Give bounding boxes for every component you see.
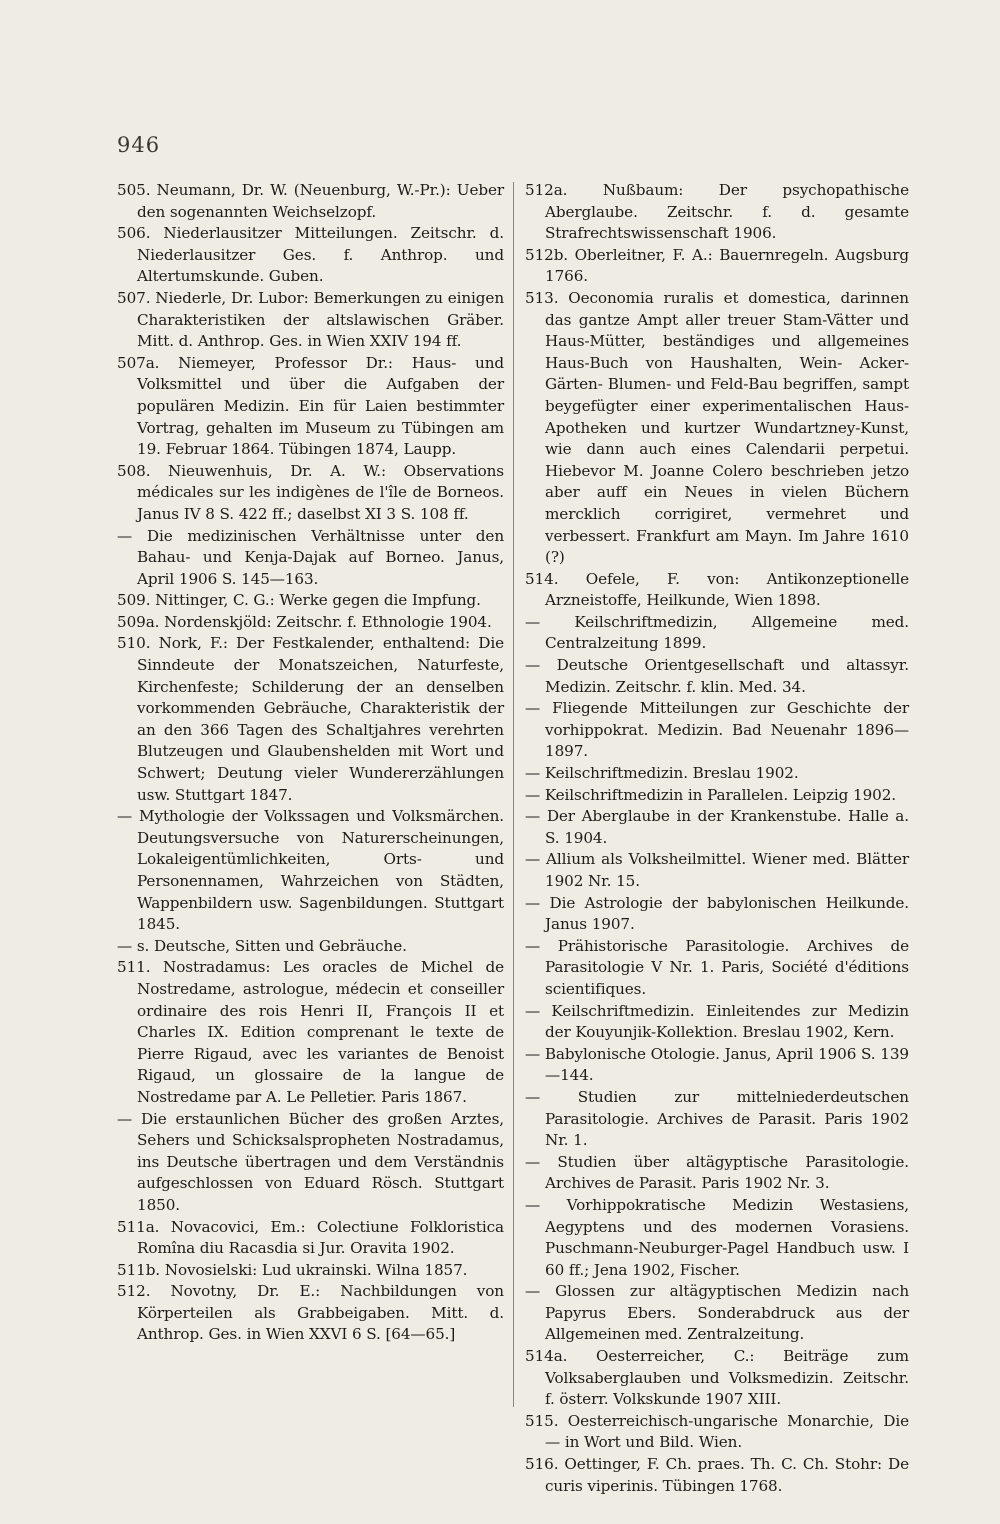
entry-514a: 514a. Oesterreicher, C.: Beiträge zum Volksaberglauben und Volksmedizin. Zeitschr. f. österr. Volkskunde 1907 XIII. (525, 1347, 909, 1409)
entry-514-sub-6: — Der Aberglaube in der Krankenstube. Halle a. S. 1904. (525, 807, 909, 847)
entry-516: 516. Oettinger, F. Ch. praes. Th. C. Ch. Stohr: De curis viperinis. Tübingen 1768. (525, 1455, 909, 1495)
entry-510-sub-2: — s. Deutsche, Sitten und Gebräuche. (117, 936, 407, 955)
entry-513: 513. Oeconomia ruralis et domestica, darinnen das gantze Ampt aller treuer Stam-Vätter und Haus-Mütter, beständiges und allgemeines Haus-Buch von Haushalten, Wein- Acker- Gärten- Blumen- und Feld-Bau begriffen, sampt beygefügter einer experimentalischen Haus-Apotheken und kurtzer Wundartzney-Kunst, wie dann auch eines Calendarii perpetui. Hiebevor M. Joanne Colero beschrieben jetzo aber auff ein Neues in vielen Büchern mercklich corrigiret, vermehret und verbessert. Frankfurt am Mayn. Im Jahre 1610 (?) (525, 288, 909, 567)
entry-514-sub-14: — Vorhippokratische Medizin Westasiens, Aegyptens und des modernen Vorasiens. Puschmann-Neuburger-Pagel Handbuch usw. I 60 ff.; Jena 1902, Fischer. (525, 1195, 909, 1279)
entry-512b: 512b. Oberleitner, F. A.: Bauernregeln. Augsburg 1766. (525, 245, 909, 286)
entry-511b: 511b. Novosielski: Lud ukrainski. Wilna 1857. (117, 1260, 468, 1279)
entry-514-sub-11: — Babylonische Otologie. Janus, April 1906 S. 139—144. (525, 1044, 909, 1085)
entry-514-sub-13: — Studien über altägyptische Parasitologie. Archives de Parasit. Paris 1902 Nr. 3. (525, 1152, 909, 1193)
entry-512: 512. Novotny, Dr. E.: Nachbildungen von Körperteilen als Grabbeigaben. Mitt. d. Anthrop. Ges. in Wien XXVI 6 S. [64—65.] (117, 1282, 504, 1344)
entry-514-sub-3: — Fliegende Mitteilungen zur Geschichte der vorhippokrat. Medizin. Bad Neuenahr 1896—1897. (525, 699, 909, 761)
entry-514-sub-12: — Studien zur mittelniederdeutschen Parasitologie. Archives de Parasit. Paris 1902 Nr. 1. (525, 1087, 909, 1150)
entry-510: 510. Nork, F.: Der Festkalender, enthaltend: Die Sinndeute der Monatszeichen, Naturfeste, Kirchenfeste; Schilderung der an denselben vorkommenden Gebräuche, Charakteristik der an den 366 Tagen des Schaltjahres verehrten Blutzeugen und Glaubenshelden mit Wort und Schwert; Deutung vieler Wundererzählungen usw. Stuttgart 1847. (117, 634, 504, 804)
entry-507: 507. Niederle, Dr. Lubor: Bemerkungen zu einigen Charakteristiken der altslawischen Gräber. Mitt. d. Anthrop. Ges. in Wien XXIV 194 ff. (117, 288, 504, 351)
entry-509: 509. Nittinger, C. G.: Werke gegen die Impfung. (117, 591, 481, 610)
entry-514-sub-4: — Keilschriftmedizin. Breslau 1902. (525, 764, 799, 783)
entry-514-sub-8: — Die Astrologie der babylonischen Heilkunde. Janus 1907. (525, 893, 909, 934)
entry-514: 514. Oefele, F. von: Antikonzeptionelle Arzneistoffe, Heilkunde, Wien 1898. (525, 569, 909, 610)
entry-511: 511. Nostradamus: Les oracles de Michel de Nostredame, astrologue, médecin et conseiller ordinaire des rois Henri II, François II et Charles IX. Edition comprenant le texte de Pierre Rigaud, avec les variantes de Benoist Rigaud, un glossaire de la langue de Nostredame par A. Le Pelletier. Paris 1867. (117, 958, 504, 1106)
entry-514-sub-5: — Keilschriftmedizin in Parallelen. Leipzig 1902. (525, 785, 897, 804)
entry-508-sub: — Die medizinischen Verhältnisse unter den Bahau- und Kenja-Dajak auf Borneo. Janus, April 1906 S. 145—163. (117, 526, 504, 588)
left-column (117, 180, 504, 1346)
entry-514-sub-1: — Keilschriftmedizin, Allgemeine med. Centralzeitung 1899. (525, 612, 909, 653)
entry-511-sub: — Die erstaunlichen Bücher des großen Arztes, Sehers und Schicksalspropheten Nostradamus, ins Deutsche übertragen und dem Verständnis aufgeschlossen von Eduard Rösch. Stuttgart 1850. (117, 1109, 504, 1214)
entry-511a: 511a. Novacovici, Em.: Colectiune Folkloristica Romîna diu Racasdia si Jur. Oravita 1902. (117, 1217, 504, 1258)
right-column (525, 180, 909, 1497)
entry-509a: 509a. Nordenskjöld: Zeitschr. f. Ethnologie 1904. (117, 612, 492, 631)
entry-510-sub-1: — Mythologie der Volkssagen und Volksmärchen. Deutungsversuche von Naturerscheinungen, Lokaleigentümlichkeiten, Orts- und Personennamen, Wahrzeichen von Städten, Wappenbildern usw. Sagenbildungen. Stuttgart 1845. (117, 807, 504, 934)
entry-507a: 507a. Niemeyer, Professor Dr.: Haus- und Volksmittel und über die Aufgaben der populären Medizin. Ein für Laien bestimmter Vortrag, gehalten im Museum zu Tübingen am 19. Februar 1864. Tübingen 1874, Laupp. (117, 353, 504, 459)
entry-514-sub-9: — Prähistorische Parasitologie. Archives de Parasitologie V Nr. 1. Paris, Société d'éditions scientifiques. (525, 936, 909, 998)
entry-514-sub-7: — Allium als Volksheilmittel. Wiener med. Blätter 1902 Nr. 15. (525, 850, 909, 890)
entry-515: 515. Oesterreichisch-ungarische Monarchie, Die — in Wort und Bild. Wien. (525, 1411, 909, 1452)
column-divider (513, 182, 514, 1407)
entry-514-sub-15: — Glossen zur altägyptischen Medizin nach Papyrus Ebers. Sonderabdruck aus der Allgemeinen med. Zentralzeitung. (525, 1282, 909, 1344)
entry-514-sub-10: — Keilschriftmedizin. Einleitendes zur Medizin der Kouyunjik-Kollektion. Breslau 1902, Kern. (525, 1001, 909, 1042)
entry-505: 505. Neumann, Dr. W. (Neuenburg, W.-Pr.): Ueber den sogenannten Weichselzopf. (117, 181, 504, 221)
page-number: 946 (117, 133, 161, 157)
entry-514-sub-2: — Deutsche Orientgesellschaft und altassyr. Medizin. Zeitschr. f. klin. Med. 34. (525, 656, 909, 696)
entry-508: 508. Nieuwenhuis, Dr. A. W.: Observations médicales sur les indigènes de l'île de Borneos. Janus IV 8 S. 422 ff.; daselbst XI 3 S. 108 ff. (117, 461, 504, 523)
entry-506: 506. Niederlausitzer Mitteilungen. Zeitschr. d. Niederlausitzer Ges. f. Anthrop. und Altertumskunde. Guben. (117, 224, 504, 286)
entry-512a: 512a. Nußbaum: Der psychopathische Aberglaube. Zeitschr. f. d. gesamte Strafrechtswissenschaft 1906. (525, 181, 909, 243)
